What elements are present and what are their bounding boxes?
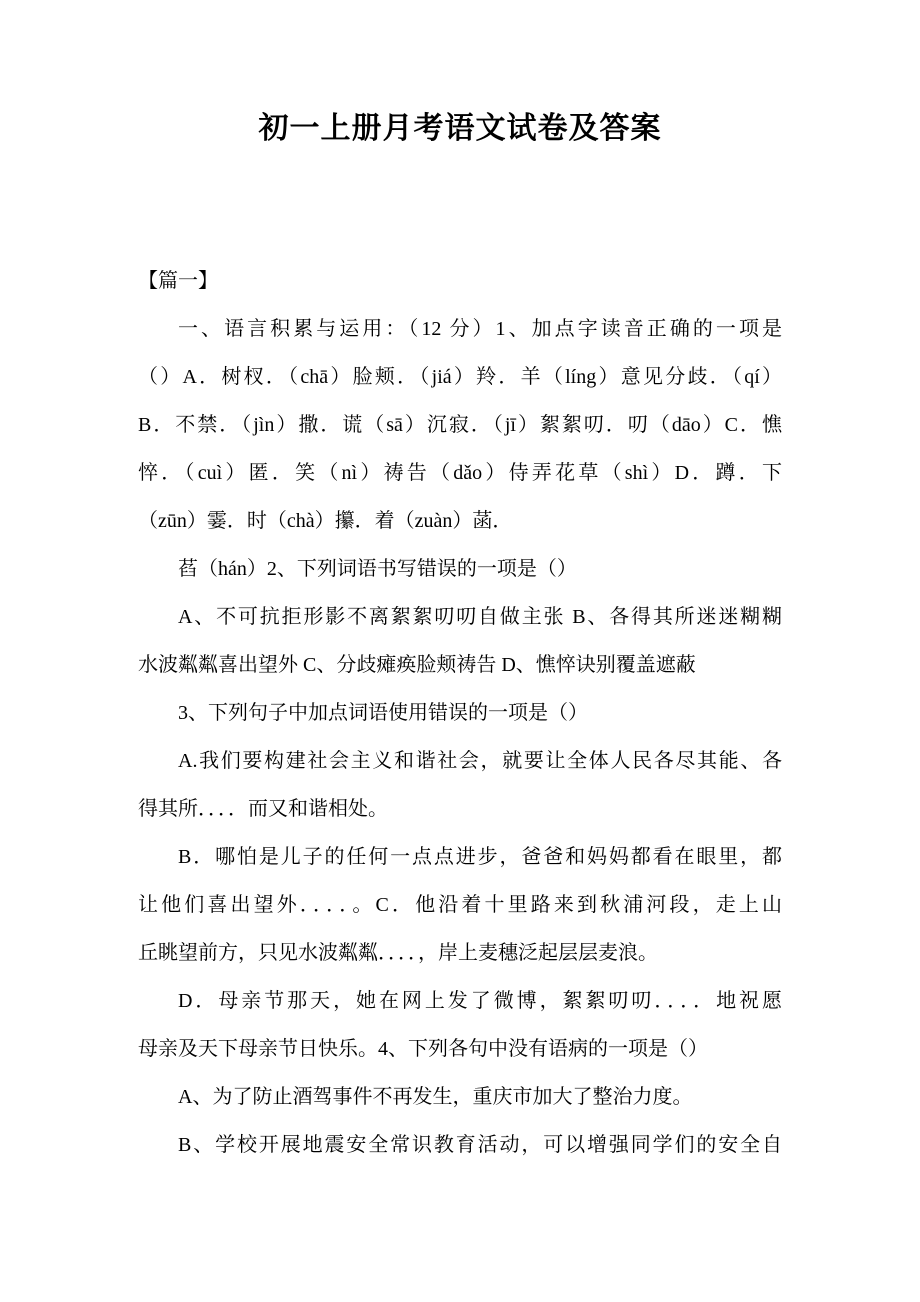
page-title: 初一上册月考语文试卷及答案	[258, 112, 662, 145]
text-line: 母亲及天下母亲节日快乐。4、下列各句中没有语病的一项是（）	[138, 1038, 708, 1060]
section-label: 【篇一】	[138, 270, 218, 292]
text-line: B．哪怕是儿子的任何一点点进步，爸爸和妈妈都看在眼里，都	[178, 846, 782, 868]
text-line: 萏（hán）2、下列词语书写错误的一项是（）	[178, 558, 577, 580]
text-line: （zūn）霎．时（chà）攥．着（zuàn）菡．	[138, 510, 513, 532]
text-line: A、为了防止酒驾事件不再发生，重庆市加大了整治力度。	[178, 1086, 693, 1108]
text-line: D．母亲节那天，她在网上发了微博，絮絮叨叨．．．．地祝愿	[178, 990, 782, 1012]
text-line: 一、语言积累与运用：（12 分）1、加点字读音正确的一项是	[178, 318, 782, 340]
text-line: B．不禁．（jìn）撒．谎（sā）沉寂．（jī）絮絮叨．叨（dāo）C．憔	[138, 414, 782, 436]
text-line: 悴．（cuì）匿．笑（nì）祷告（dǎo）侍弄花草（shì）D．蹲．下	[138, 462, 782, 484]
lines-container	[138, 305, 782, 1169]
text-line: 让他们喜出望外．．．．。C．他沿着十里路来到秋浦河段，走上山	[138, 894, 782, 916]
text-line: A、不可抗拒形影不离絮絮叨叨自做主张 B、各得其所迷迷糊糊	[178, 606, 782, 628]
text-line: 丘眺望前方，只见水波粼粼．．．．，岸上麦穗泛起层层麦浪。	[138, 942, 658, 964]
text-line: 3、下列句子中加点词语使用错误的一项是（）	[178, 702, 588, 724]
text-line: 得其所．．．．而又和谐相处。	[138, 798, 388, 820]
text-line: 水波粼粼喜出望外 C、分歧瘫痪脸颊祷告 D、憔悴诀别覆盖遮蔽	[138, 654, 696, 676]
text-line: A.我们要构建社会主义和谐社会，就要让全体人民各尽其能、各	[178, 750, 782, 772]
text-line: B、学校开展地震安全常识教育活动，可以增强同学们的安全自	[178, 1134, 782, 1156]
text-line: （）A．树杈．（chā）脸颊．（jiá）羚．羊（líng）意见分歧．（qí）	[138, 366, 782, 388]
